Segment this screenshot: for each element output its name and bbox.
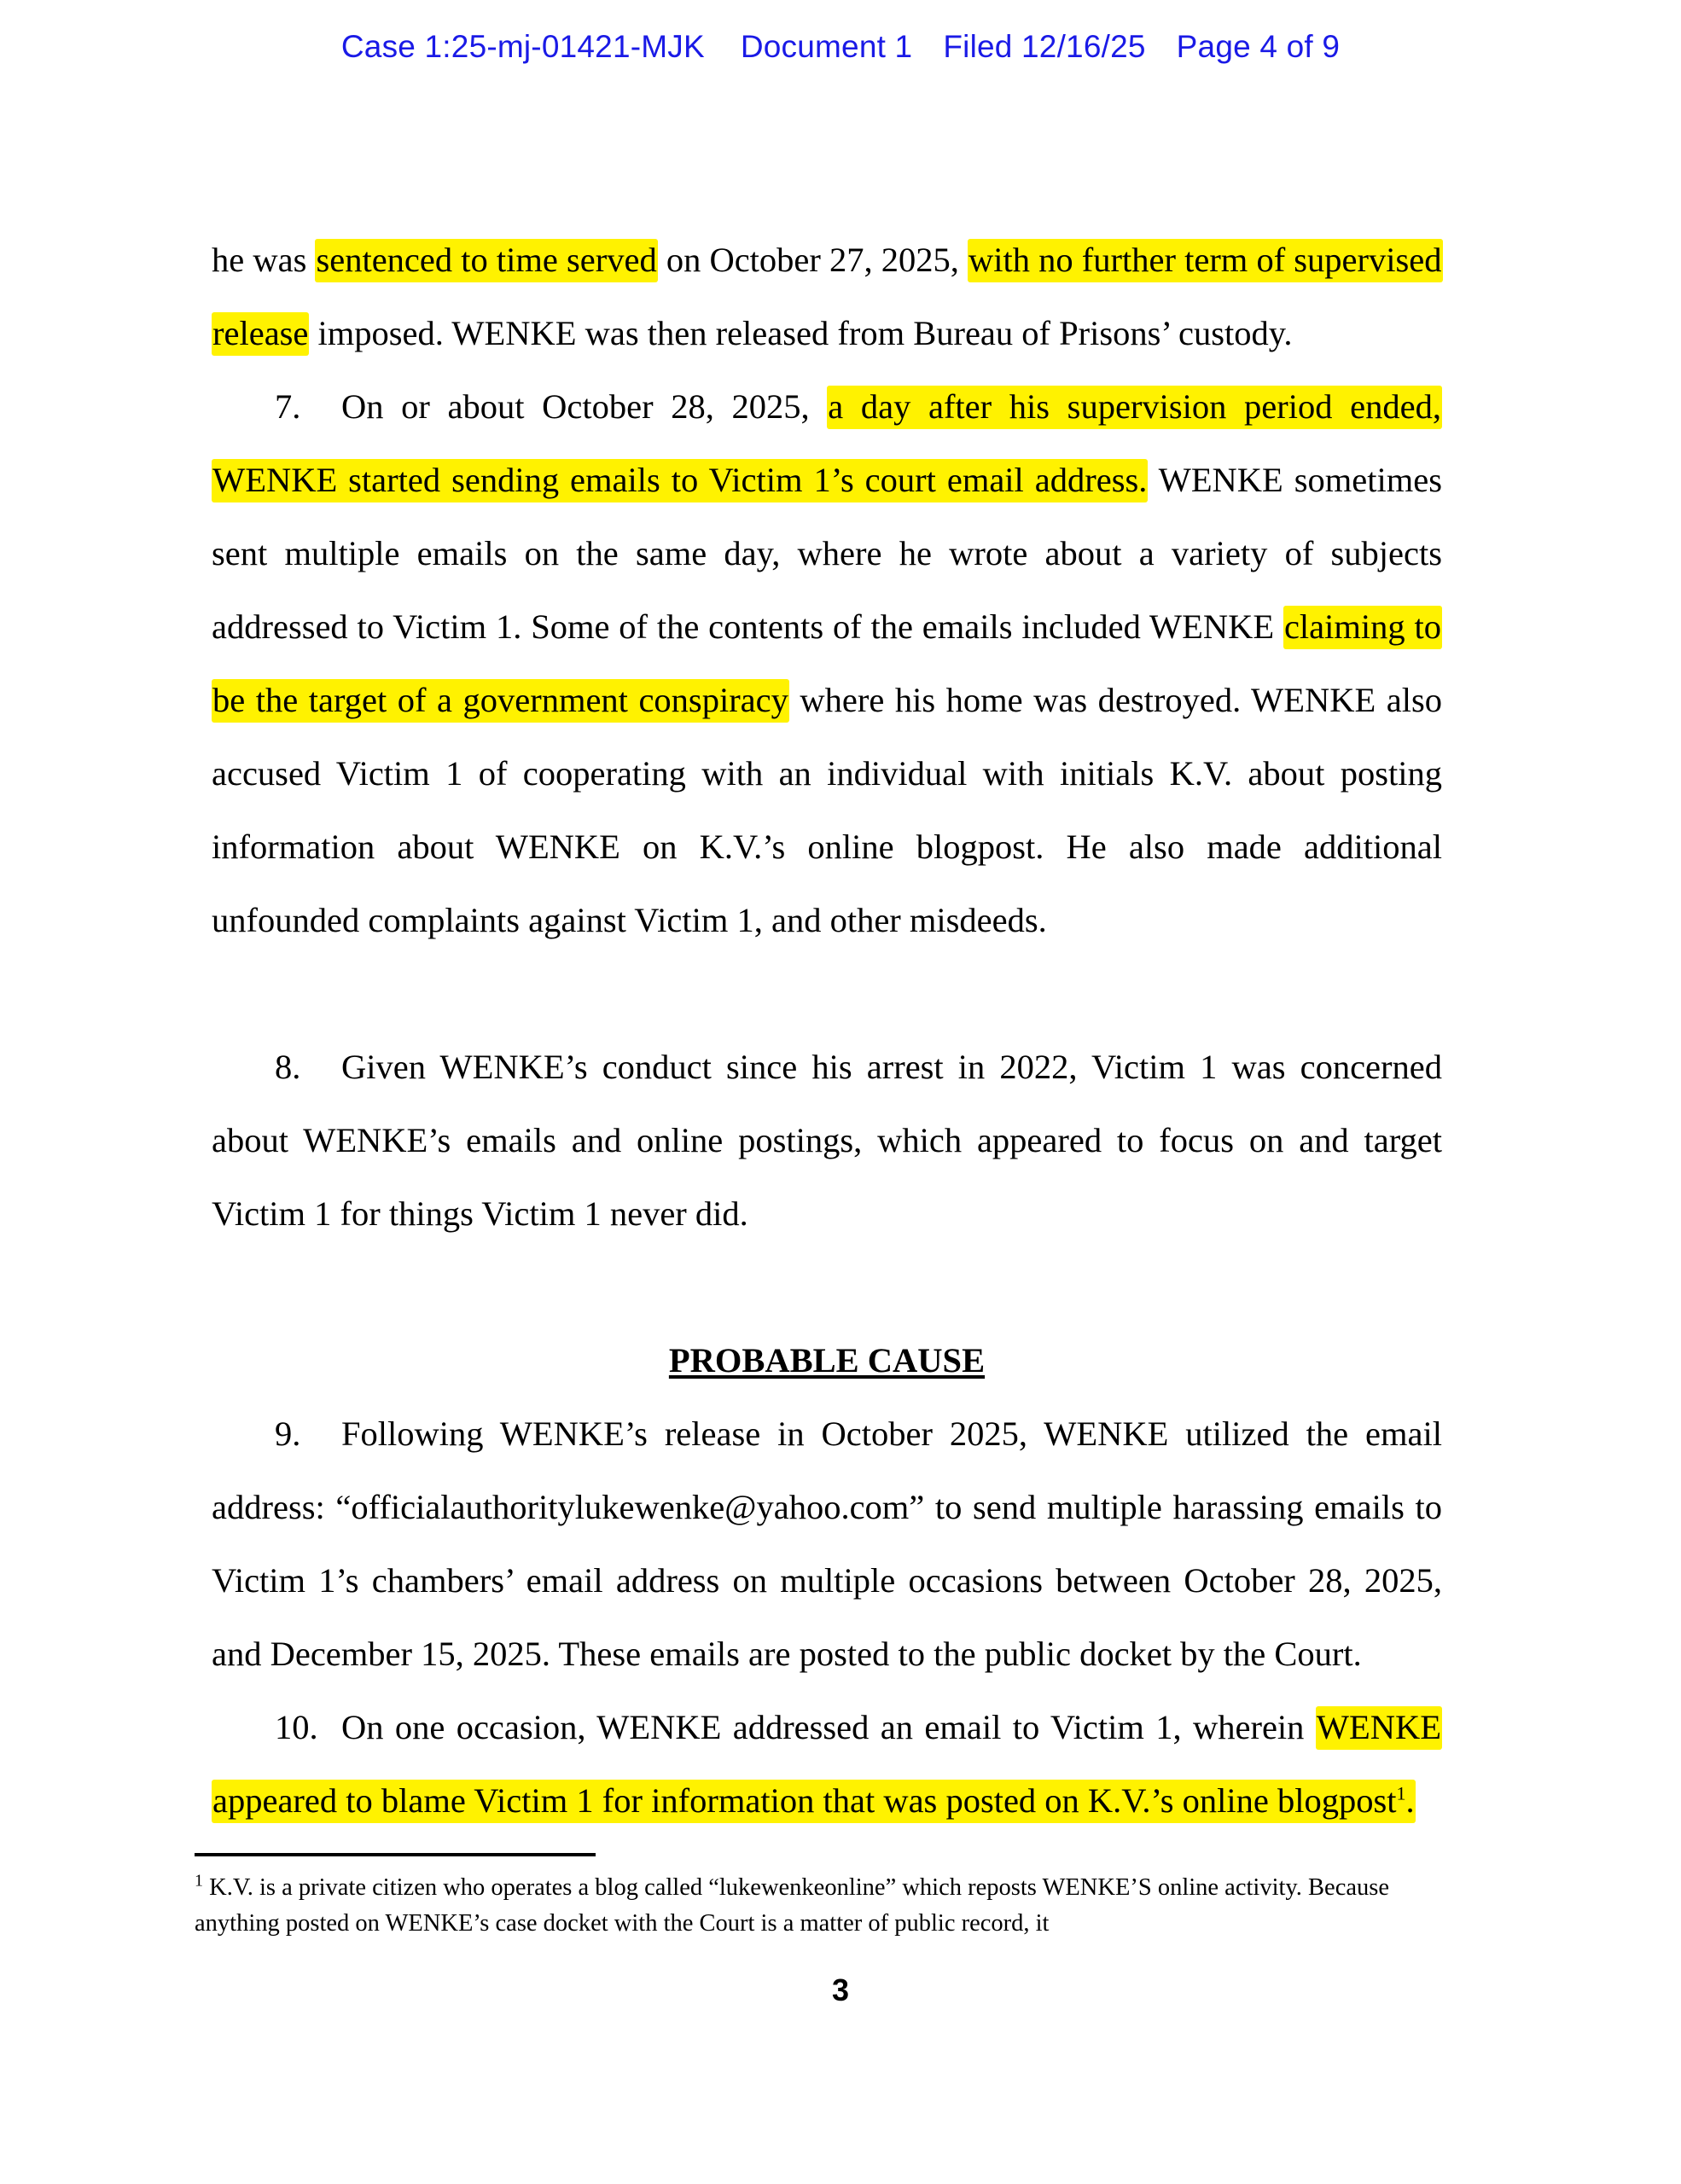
section-heading-label: PROBABLE CAUSE — [668, 1341, 986, 1380]
para6-text-1: he was — [212, 241, 316, 279]
footnote-block — [195, 1853, 1440, 1942]
paragraph-8 — [212, 1031, 1442, 1251]
paragraph-spacer — [212, 957, 1442, 1031]
footnote-marker: 1 — [195, 1871, 203, 1891]
paragraph-6-continuation — [212, 224, 1442, 370]
para7-highlight-2: claiming to be the target of a government conspiracy — [212, 606, 1442, 723]
para6-text-2: on October 27, 2025, — [657, 241, 968, 279]
para7-text-2: WENKE sometimes sent multiple emails on the same day, where he wrote about a variety of subjects addressed to Victim 1. Some of the contents of the emails included WENKE — [212, 461, 1442, 646]
header-page-indicator: Page 4 of 9 — [1176, 29, 1341, 64]
para10-text-1: On one occasion, WENKE addressed an email to Victim 1, wherein — [341, 1708, 1316, 1746]
para7-highlight-1: a day after his supervision period ended, WENKE started sending emails to Victim 1’s court email address. — [212, 386, 1442, 502]
para7-text-3: where his home was destroyed. WENKE also accused Victim 1 of cooperating with an individual with initials K.V. about posting information about WENKE on K.V.’s online blogpost. He also made additional unfounded complaints against Victim 1, and other misdeeds. — [212, 681, 1442, 939]
footnote-text: K.V. is a private citizen who operates a blog called “lukewenkeonline” which reposts WENKE’S online activity. Because anything posted on WENKE’s case docket with the Court is a matter of public record, it — [195, 1874, 1390, 1937]
header-filed-date: Filed 12/16/25 — [943, 29, 1146, 64]
para7-text-1: On or about October 28, 2025, — [341, 387, 828, 426]
paragraph-9-number: 9. — [275, 1414, 301, 1453]
para10-highlight-period: . — [1405, 1781, 1415, 1820]
para10-highlight-text: WENKE appeared to blame Victim 1 for information that was posted on K.V.’s online blogpost — [212, 1708, 1441, 1820]
ecf-header-stamp — [0, 29, 1681, 65]
paragraph-8-number: 8. — [275, 1048, 301, 1086]
footnote-1 — [195, 1870, 1440, 1942]
heading-spacer — [212, 1251, 1442, 1324]
section-heading-probable-cause — [212, 1324, 1442, 1397]
page-number: 3 — [831, 1972, 850, 2007]
paragraph-9 — [212, 1397, 1442, 1691]
paragraph-7 — [212, 370, 1442, 957]
paragraph-10 — [212, 1691, 1442, 1838]
paragraph-7-number: 7. — [275, 387, 301, 426]
footnote-divider — [195, 1853, 596, 1856]
para9-text: Following WENKE’s release in October 2025, WENKE utilized the email address: “officialauthoritylukewenke@yahoo.com” to send multiple harassing emails to Victim 1’s chambers’ email address on multiple occasions between October 28, 2025, and December 15, 2025. These emails are posted to the public docket by the Court. — [212, 1414, 1442, 1673]
para6-highlight-2: with no further term of supervised release — [212, 239, 1443, 356]
footnote-reference-marker: 1 — [1396, 1782, 1406, 1804]
header-document-number: Document 1 — [740, 29, 913, 64]
para6-highlight-1: sentenced to time served — [315, 239, 657, 282]
document-body — [212, 224, 1442, 1838]
para8-text: Given WENKE’s conduct since his arrest in 2022, Victim 1 was concerned about WENKE’s emails and online postings, which appeared to focus on and target Victim 1 for things Victim 1 never did. — [212, 1048, 1442, 1233]
para6-text-3: imposed. WENKE was then released from Bureau of Prisons’ custody. — [309, 314, 1293, 352]
paragraph-10-number: 10. — [275, 1708, 318, 1746]
header-case-number: Case 1:25-mj-01421-MJK — [340, 29, 705, 64]
